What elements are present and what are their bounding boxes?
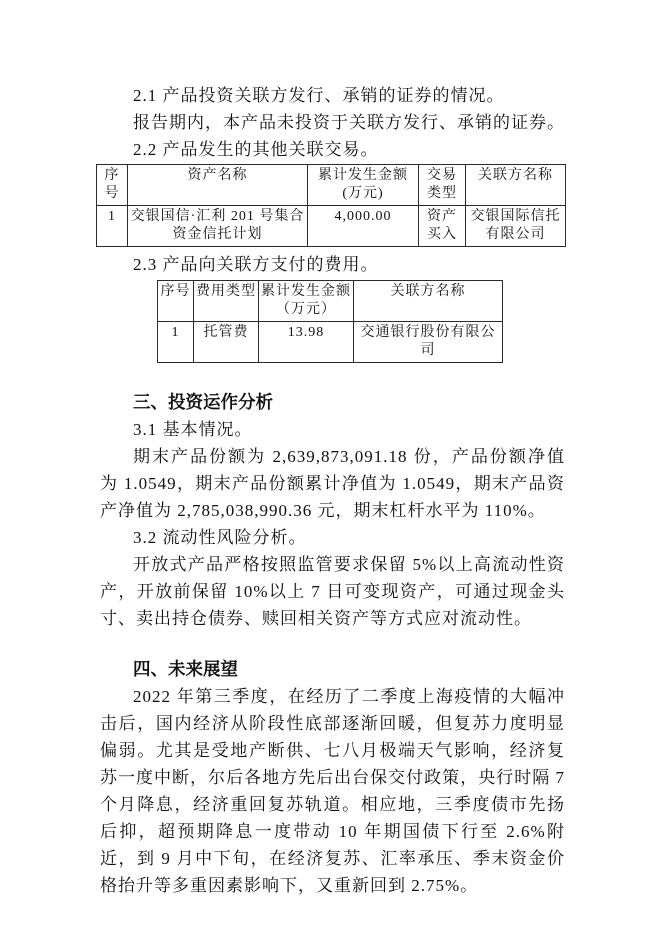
table-row [97,206,566,247]
header-cell-asset-name: 资产名称 [128,165,308,206]
fees-paid-to-related-parties-table [157,280,503,363]
header-cell-seq-no: 序号 [158,281,194,322]
section-2-3-heading: 2.3 产品向关联方支付的费用。 [133,255,379,274]
document-content [100,82,565,899]
cell-seq-no: 1 [158,322,194,363]
header-cell-related-party: 关联方名称 [354,281,503,322]
section-4-body: 2022 年第三季度，在经历了二季度上海疫情的大幅冲击后，国内经济从阶段性底部逐渐回暖，但复苏力度明显偏弱。尤其是受地产断供、七八月极端天气影响，经济复苏一度中断，尔后各地方先后出台保交付政策，央行时隔 7 个月降息，经济重回复苏轨道。相应地，三季度债市先扬后抑，超预期降息一度带动 10 年期国债下行至 2.6%附近，到 9 月中下旬，在经济复苏、汇率承压、季末资金价格抬升等多重因素影响下，又重新回到 2.75%。 [100,687,565,895]
section-3-1-heading: 3.1 基本情况。 [133,420,253,439]
section-3-2-heading: 3.2 流动性风险分析。 [133,528,307,547]
cell-transaction-type: 资产买入 [419,206,466,247]
cell-asset-name: 交银国信·汇利 201 号集合资金信托计划 [128,206,308,247]
table-header-row [158,281,503,322]
header-cell-fee-type: 费用类型 [194,281,259,322]
section-3-1-body: 期末产品份额为 2,639,873,091.18 份，产品份额净值为 1.0549，期末产品份额累计净值为 1.0549，期末产品资产净值为 2,785,038,990.36 元，期末杠杆水平为 110%。 [100,447,565,520]
table-header-row [97,165,566,206]
cell-related-party: 交银国际信托有限公司 [466,206,566,247]
section-3-heading: 三、投资运作分析 [133,392,273,412]
table-row [158,322,503,363]
section-4-heading: 四、未来展望 [133,659,238,679]
cell-accumulated-amount: 4,000.00 [308,206,419,247]
section-2-1-body: 报告期内，本产品未投资于关联方发行、承销的证券。 [133,113,565,132]
header-cell-accumulated-amount: 累计发生金额（万元） [259,281,354,322]
header-cell-accumulated-amount: 累计发生金额(万元) [308,165,419,206]
header-cell-seq-no: 序号 [97,165,128,206]
cell-related-party: 交通银行股份有限公司 [354,322,503,363]
header-cell-related-party: 关联方名称 [466,165,566,206]
section-3-2-body: 开放式产品严格按照监管要求保留 5%以上高流动性资产，开放前保留 10%以上 7 日可变现资产，可通过现金头寸、卖出持仓债券、赎回相关资产等方式应对流动性。 [100,555,565,628]
cell-seq-no: 1 [97,206,128,247]
cell-fee-type: 托管费 [194,322,259,363]
header-cell-transaction-type: 交易类型 [419,165,466,206]
cell-accumulated-amount: 13.98 [259,322,354,363]
other-related-transactions-table [96,164,566,247]
section-2-2-heading: 2.2 产品发生的其他关联交易。 [133,140,379,159]
section-2-1-heading: 2.1 产品投资关联方发行、承销的证券的情况。 [133,86,505,105]
